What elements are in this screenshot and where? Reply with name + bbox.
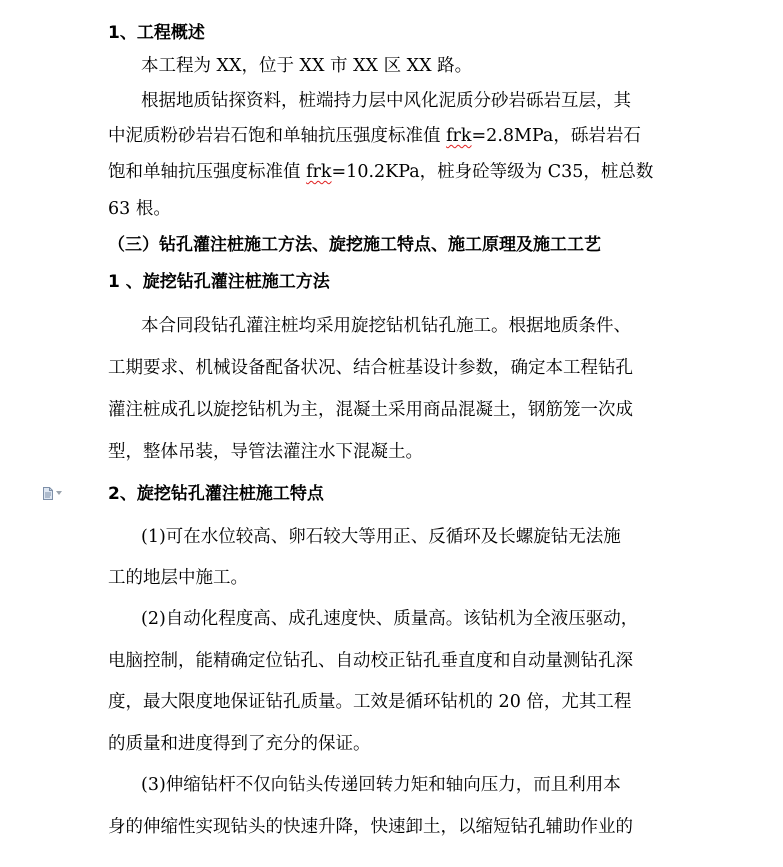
section-heading-overview: 1、工程概述 [108,23,205,43]
chevron-down-icon [56,491,62,495]
paragraph-project-location: 本工程为 XX，位于 XX 市 XX 区 XX 路。 [141,56,473,76]
list-item-2-line-1: (2)自动化程度高、成孔速度快、质量高。该钻机为全液压驱动， [141,609,639,629]
paragraph-geology-line-4: 63 根。 [108,199,171,219]
document-icon[interactable] [43,486,69,500]
subsection-heading-construction-method: 1 、旋挖钻孔灌注桩施工方法 [108,272,330,292]
paragraph-geology-line-3 [108,160,653,184]
list-item-1-line-1: (1)可在水位较高、卵石较大等用正、反循环及长螺旋钻无法施 [141,527,621,547]
paragraph-method-line-4: 型，整体吊装，导管法灌注水下混凝土。 [108,442,423,462]
text-span: =10.2KPa，桩身砼等级为 C35，桩总数 [331,162,654,182]
subsection-heading-features: 2、旋挖钻孔灌注桩施工特点 [108,484,324,504]
list-item-1-line-2: 工的地层中施工。 [108,568,248,588]
paragraph-method-line-2: 工期要求、机械设备配备状况、结合桩基设计参数，确定本工程钻孔 [108,358,633,378]
paragraph-method-line-3: 灌注桩成孔以旋挖钻机为主，混凝土采用商品混凝土，钢筋笼一次成 [108,400,633,420]
list-item-3-line-1: (3)伸缩钻杆不仅向钻头传递回转力矩和轴向压力，而且利用本 [141,775,621,795]
text-span: =2.8MPa，砾岩岩石 [471,126,641,146]
document-icon-glyph [43,487,53,500]
paragraph-geology-line-1: 根据地质钻探资料，桩端持力层中风化泥质分砂岩砾岩互层，其 [141,91,631,111]
list-item-2-line-2: 电脑控制，能精确定位钻孔、自动校正钻孔垂直度和自动量测钻孔深 [108,651,633,671]
text-span: 饱和单轴抗压强度标准值 [108,162,307,182]
paragraph-method-line-1: 本合同段钻孔灌注桩均采用旋挖钻机钻孔施工。根据地质条件、 [141,316,631,336]
spellcheck-term[interactable]: frk [446,126,472,146]
list-item-3-line-2: 身的伸缩性实现钻头的快速升降，快速卸土，以缩短钻孔辅助作业的 [108,817,633,837]
text-span: 中泥质粉砂岩岩石饱和单轴抗压强度标准值 [108,126,447,146]
list-item-2-line-3: 度，最大限度地保证钻孔质量。工效是循环钻机的 20 倍，尤其工程 [108,692,632,712]
section-heading-methods: （三）钻孔灌注桩施工方法、旋挖施工特点、施工原理及施工工艺 [108,235,601,255]
list-item-2-line-4: 的质量和进度得到了充分的保证。 [108,734,371,754]
spellcheck-term[interactable]: frk [306,162,332,182]
paragraph-geology-line-2 [108,124,641,148]
